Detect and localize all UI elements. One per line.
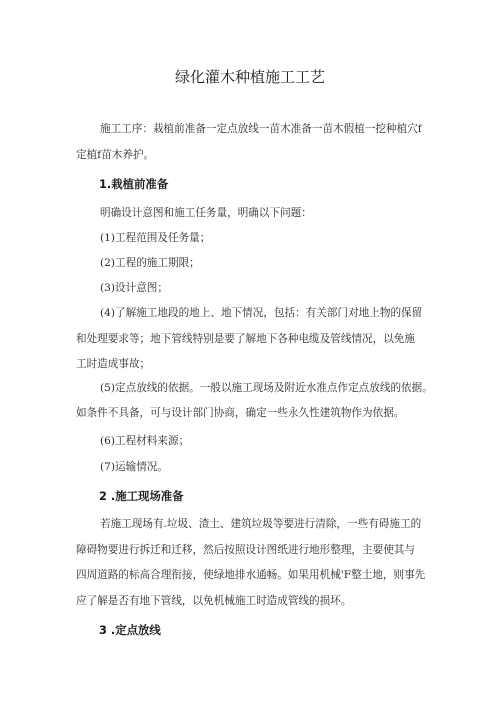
paragraph-line: 明确设计意图和施工任务量，明确以下问题： [100,207,312,219]
list-item: (5)定点放线的依据。一般以施工现场及附近水准点作定点放线的依据。 [100,382,433,394]
intro-line: 定植f苗木养护。 [76,149,155,161]
paragraph-line: 若施工现场有.垃圾、渣土、建筑垃圾等要进行清除，一些有碍施工的 [100,518,422,530]
intro-line: 施工工序：栽植前准备一定点放线一苗木准备一苗木假植一挖种植穴f [100,123,422,135]
list-item: (1)工程范围及任务量； [100,232,211,244]
paragraph-line: 应了解是否有地下管线，以免机械施工时造成管线的损坏。 [76,595,352,607]
list-item: (7)运输情况。 [100,461,168,473]
paragraph-line: 四周道路的标高合理衔接，使绿地排水通畅。如果用机械'F整土地，则事先 [76,569,426,581]
list-item-continuation: 工时造成事故； [76,358,151,370]
list-item: (2)工程的施工期限； [100,257,200,269]
paragraph-line: 障碍物要进行拆迁和迁移，然后按照设计图纸进行地形整理，主要使其与 [76,544,415,556]
list-item-continuation: 和处理要求等；地下管线特别是要了解地下各种电缆及管线情况，以免施 [76,333,415,345]
section-heading-2: 2 .施工现场准备 [99,489,184,503]
list-item-continuation: 如条件不具备，可与设计部门协商，确定一些永久性建筑物作为依据。 [76,407,405,419]
list-item: (6)工程材料来源； [100,435,190,447]
list-item: (4)了解施工地段的地上、地下情况，包括：有关部门对地上物的保留 [100,307,423,319]
section-heading-3: 3 .定点放线 [99,623,161,637]
document-title: 绿化灌木种植施工工艺 [174,68,325,86]
section-heading-1: 1.栽植前准备 [99,177,169,191]
list-item: (3)设计意图； [100,282,168,294]
